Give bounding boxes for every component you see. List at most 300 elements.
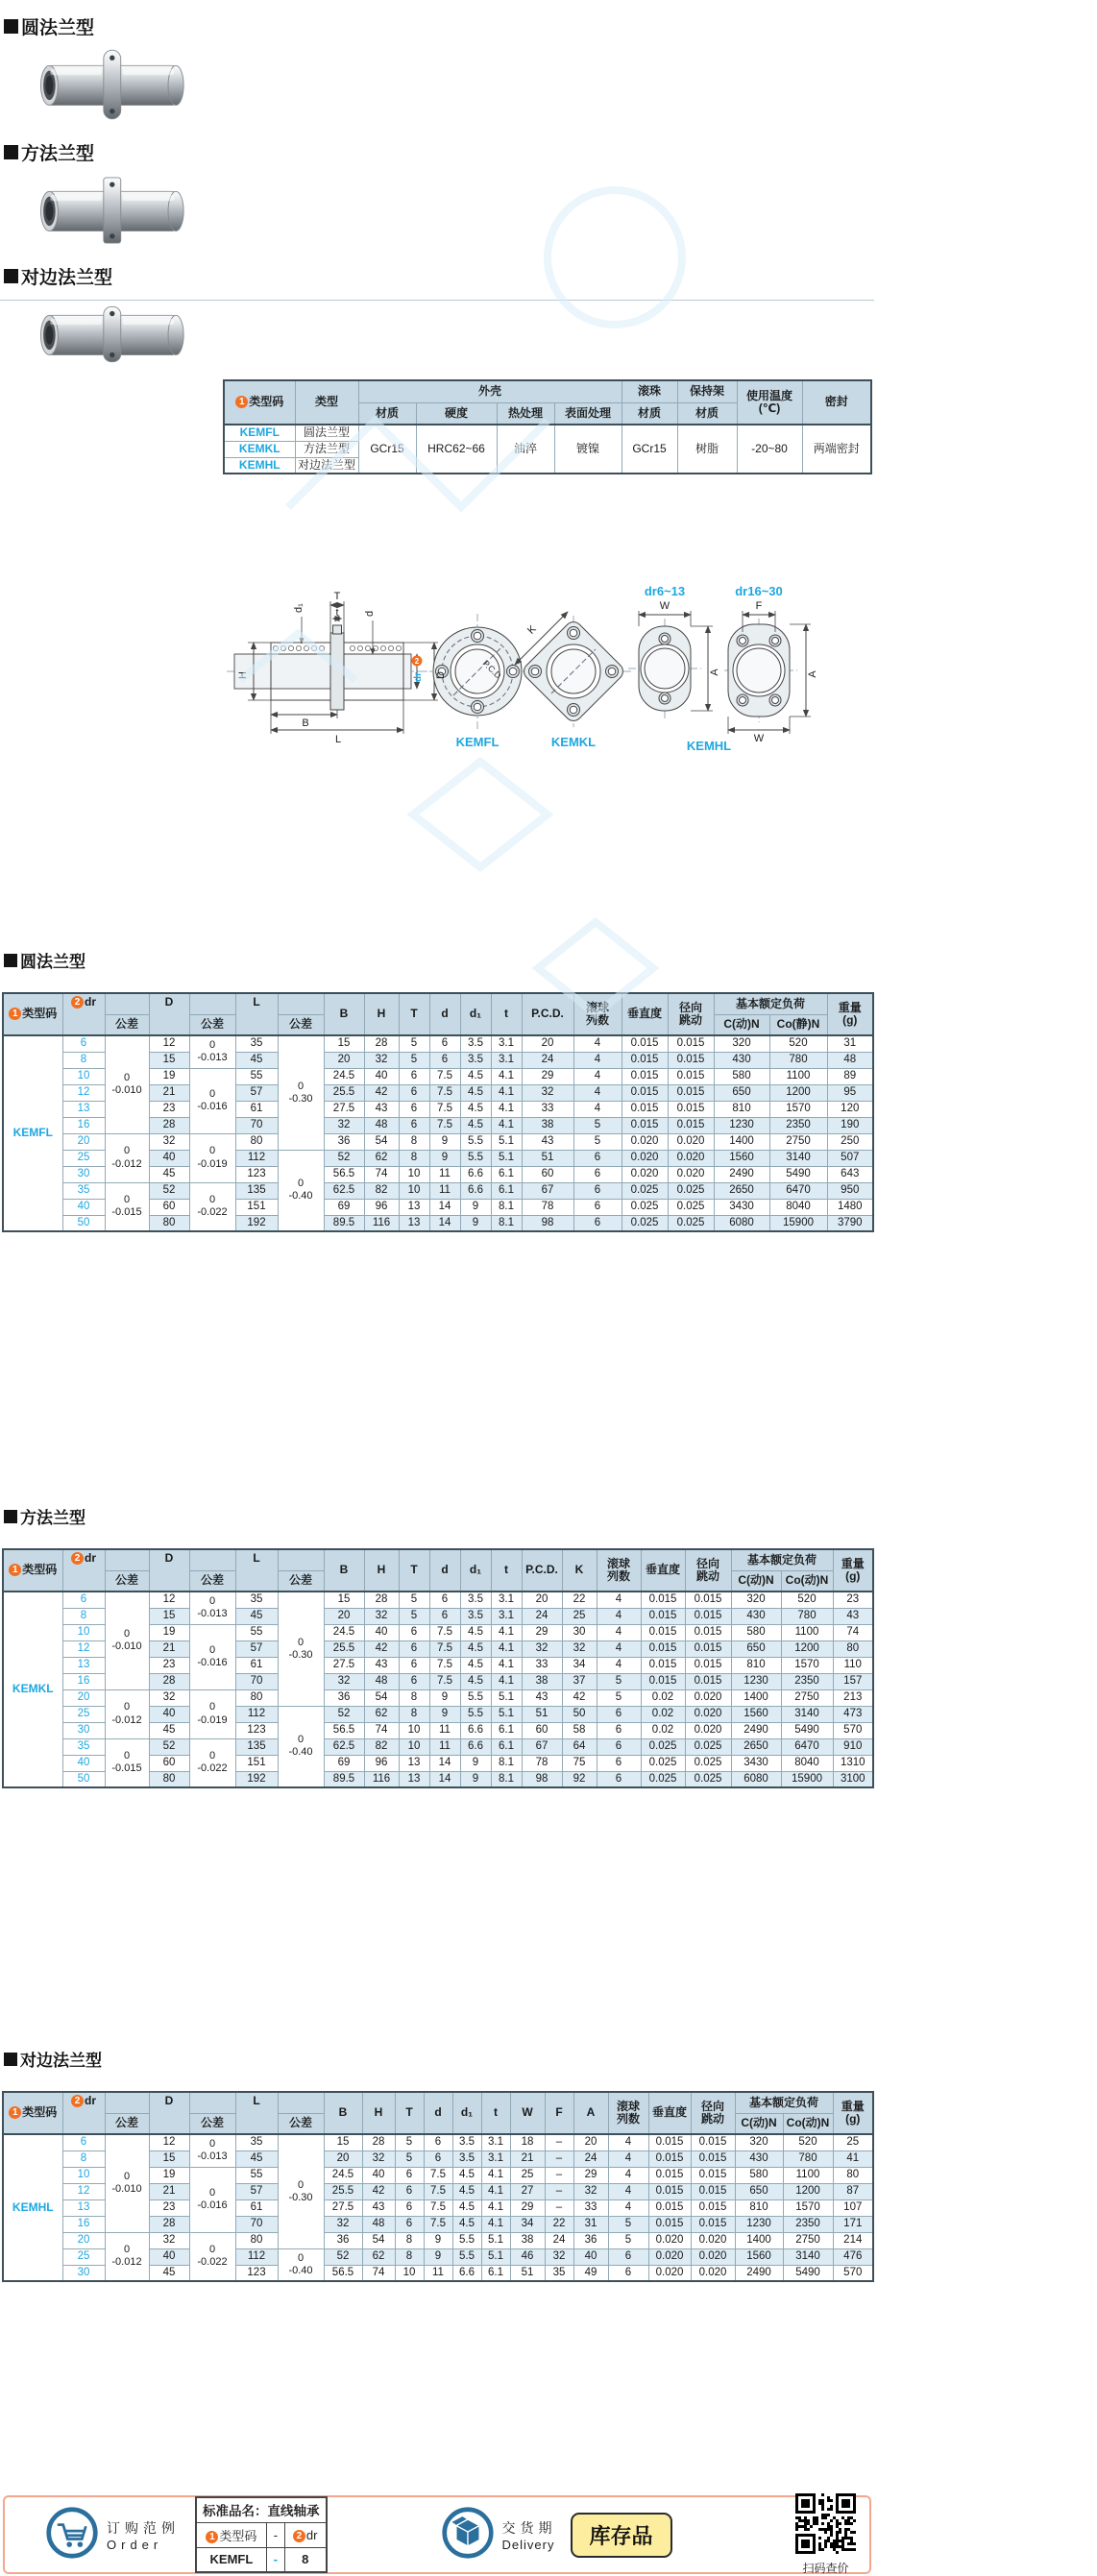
cell: 6.1 <box>481 2265 510 2281</box>
cart-icon <box>45 2506 99 2564</box>
spec-seal: 两端密封 <box>802 425 871 474</box>
cell: 430 <box>714 1052 769 1068</box>
cell: 7.5 <box>429 1117 460 1133</box>
cell: 0.025 <box>668 1182 714 1199</box>
col-header: t <box>491 1549 522 1592</box>
cell: 7.5 <box>429 1657 460 1673</box>
cell: 15900 <box>781 1771 833 1787</box>
col-header-L: L <box>235 2092 278 2134</box>
table-row <box>3 2232 873 2248</box>
cell: 21 <box>149 1084 189 1101</box>
col-header-tol: 公差 <box>189 1014 235 1035</box>
cell: 78 <box>522 1755 562 1771</box>
cell: 0.015 <box>641 1673 685 1689</box>
cell: 27.5 <box>324 2199 362 2216</box>
col-header-weight: 重量 (g) <box>833 2092 873 2134</box>
tolerance-cell: 0 -0.30 <box>278 1592 324 1706</box>
cell-dr: 50 <box>62 1215 105 1231</box>
cell: 40 <box>149 1706 189 1722</box>
cell-dr: 30 <box>62 2265 105 2281</box>
col-header: T <box>399 993 429 1035</box>
delivery-text <box>502 2518 557 2552</box>
cell: 15 <box>324 1592 364 1608</box>
cell: 80 <box>149 1771 189 1787</box>
cell: 4 <box>608 2151 648 2167</box>
order-col-typecode-label: 类型码 <box>219 2528 257 2543</box>
qr-code <box>795 2493 856 2559</box>
cell: 9 <box>424 2232 452 2248</box>
bearing-photo-round <box>10 43 211 126</box>
cell: 2350 <box>781 1673 833 1689</box>
cell: 21 <box>510 2151 545 2167</box>
cell: 22 <box>545 2216 573 2232</box>
cell: 650 <box>731 1640 781 1657</box>
cell: 74 <box>364 1166 399 1182</box>
cell: 6 <box>399 1101 429 1117</box>
cell: 1560 <box>735 2248 783 2265</box>
col-header: H <box>364 993 399 1035</box>
col-header-D: D <box>149 993 189 1035</box>
cell: 3.1 <box>491 1052 522 1068</box>
cell: 4 <box>573 1068 622 1084</box>
cell: 1230 <box>731 1673 781 1689</box>
cell: 0.015 <box>691 2183 735 2199</box>
cell: 4 <box>597 1608 641 1624</box>
cell: 40 <box>573 2248 608 2265</box>
tolerance-cell: 0 -0.022 <box>189 1182 235 1231</box>
spec-col-cage-material: 材质 <box>677 402 737 425</box>
cell-dr: 13 <box>62 2199 105 2216</box>
cell: 3.5 <box>460 1052 491 1068</box>
cell: 30 <box>562 1624 597 1640</box>
dim-D: D <box>435 671 447 679</box>
cell: 22 <box>562 1592 597 1608</box>
cell: 57 <box>235 1640 278 1657</box>
cell: 62 <box>364 1150 399 1166</box>
cell: 0.015 <box>691 2216 735 2232</box>
cell: 60 <box>522 1166 573 1182</box>
cell: 8 <box>399 1133 429 1150</box>
cell: 0.020 <box>668 1166 714 1182</box>
cell: 6.1 <box>491 1166 522 1182</box>
cell: 11 <box>429 1722 460 1738</box>
cell: 650 <box>735 2183 783 2199</box>
table-row <box>3 1738 873 1755</box>
spec-col-surface: 表面处理 <box>554 402 622 425</box>
cell: 25.5 <box>324 2183 362 2199</box>
product-block-square <box>4 139 219 252</box>
spec-col-seal: 密封 <box>802 380 871 425</box>
cell: 7.5 <box>424 2183 452 2199</box>
spec-col-ball-material: 材质 <box>622 402 677 425</box>
col-header: 径向 跳动 <box>685 1549 731 1592</box>
cell: 0.020 <box>685 1722 731 1738</box>
cell: 0.015 <box>622 1052 668 1068</box>
cell: 32 <box>364 1608 399 1624</box>
spec-col-hardness: 硬度 <box>416 402 497 425</box>
cell: 3.1 <box>491 1608 522 1624</box>
cell-dr: 35 <box>62 1738 105 1755</box>
cell: 9 <box>429 1689 460 1706</box>
cell: 27.5 <box>324 1101 364 1117</box>
header-row-1 <box>3 1549 873 1570</box>
tolerance-cell: 0 -0.022 <box>189 2232 235 2281</box>
cell: 62 <box>364 1706 399 1722</box>
tolerance-cell: 0 -0.012 <box>105 2232 149 2281</box>
cell: 7.5 <box>429 1101 460 1117</box>
dim-L: L <box>334 734 342 745</box>
cell: 6.1 <box>491 1182 522 1199</box>
cell: 32 <box>149 1689 189 1706</box>
cell: 32 <box>545 2248 573 2265</box>
cell: 89.5 <box>324 1215 364 1231</box>
cell: 0.020 <box>648 2232 691 2248</box>
cell: 2490 <box>731 1722 781 1738</box>
spec-type-name: 方法兰型 <box>295 441 358 457</box>
spec-type-code: KEMHL <box>224 457 295 474</box>
cell: 0.015 <box>622 1035 668 1052</box>
tolerance-cell: 0 -0.016 <box>189 2167 235 2232</box>
cell: 62.5 <box>324 1182 364 1199</box>
cell: 5.5 <box>460 1706 491 1722</box>
cell: 74 <box>364 1722 399 1738</box>
cell: 0.020 <box>691 2248 735 2265</box>
cell: 45 <box>235 1608 278 1624</box>
cell: 507 <box>827 1150 873 1166</box>
dim-K: K <box>525 623 539 637</box>
cell: 92 <box>562 1771 597 1787</box>
col-header-gap <box>189 2092 235 2113</box>
cell: 0.025 <box>641 1771 685 1787</box>
cell: 32 <box>362 2151 395 2167</box>
cell: 6 <box>597 1722 641 1738</box>
cell: 1400 <box>735 2232 783 2248</box>
col-header-gap <box>278 1549 324 1570</box>
cell: 5 <box>395 2134 424 2151</box>
spec-surface-treatment: 镀镍 <box>554 425 622 474</box>
cell: 157 <box>833 1673 873 1689</box>
cell: 3.1 <box>481 2134 510 2151</box>
cell: 52 <box>149 1182 189 1199</box>
qr-block <box>795 2493 856 2576</box>
cell: 3790 <box>827 1215 873 1231</box>
cell: 62 <box>362 2248 395 2265</box>
spec-col-heat: 热处理 <box>497 402 554 425</box>
cell: 4.5 <box>460 1084 491 1101</box>
col-header-weight: 重量 (g) <box>833 1549 873 1592</box>
kemfl-table-wrap <box>2 992 876 1232</box>
cell: 9 <box>429 1706 460 1722</box>
cell: 1400 <box>714 1133 769 1150</box>
cell: 6.1 <box>491 1738 522 1755</box>
cell: 4 <box>608 2134 648 2151</box>
cell: 40 <box>149 2248 189 2265</box>
cell: 580 <box>735 2167 783 2183</box>
cell: 20 <box>324 1608 364 1624</box>
stock-badge: 库存品 <box>571 2513 672 2558</box>
cell: 2750 <box>783 2232 833 2248</box>
product-title-square <box>4 139 219 165</box>
cell: 6 <box>608 2248 648 2265</box>
cell: 0.015 <box>691 2199 735 2216</box>
cell: 520 <box>769 1035 827 1052</box>
cell: 54 <box>362 2232 395 2248</box>
cell: 810 <box>714 1101 769 1117</box>
cell: 32 <box>324 1673 364 1689</box>
tolerance-cell: 0 -0.30 <box>278 2134 324 2248</box>
dim-dr: dr <box>413 672 424 682</box>
dim-W-small: W <box>659 600 670 612</box>
kemkl-data-table <box>2 1548 874 1788</box>
cell: 6 <box>573 1166 622 1182</box>
cell: 4.1 <box>491 1101 522 1117</box>
cell: 107 <box>833 2199 873 2216</box>
variant-label-large: dr16~30 <box>735 584 783 598</box>
col-header: d <box>424 2092 452 2134</box>
cell: 4 <box>608 2167 648 2183</box>
cell-dr: 10 <box>62 2167 105 2183</box>
tolerance-cell: 0 -0.010 <box>105 1592 149 1689</box>
cell: 123 <box>235 2265 278 2281</box>
cell: 33 <box>522 1101 573 1117</box>
cell: 2650 <box>731 1738 781 1755</box>
col-header-tol: 公差 <box>278 1014 324 1035</box>
cell: 7.5 <box>429 1673 460 1689</box>
cell: 45 <box>149 1166 189 1182</box>
order-example-zh: 订购范例 <box>107 2519 180 2536</box>
cell: 49 <box>573 2265 608 2281</box>
col-header-typecode: 1 类型码 <box>3 2092 62 2134</box>
cell: 6080 <box>714 1215 769 1231</box>
cell: 21 <box>149 1640 189 1657</box>
cell: 0.015 <box>641 1624 685 1640</box>
cell: 6 <box>597 1706 641 1722</box>
col-header-D: D <box>149 2092 189 2134</box>
cell: 4.5 <box>460 1673 491 1689</box>
cell: 4 <box>573 1052 622 1068</box>
cell: 15 <box>324 2134 362 2151</box>
cell: 430 <box>731 1608 781 1624</box>
cell: 36 <box>324 1133 364 1150</box>
cell: 0.025 <box>668 1199 714 1215</box>
order-col-dr <box>284 2522 326 2547</box>
cell: 4.5 <box>460 1624 491 1640</box>
cell: 6 <box>399 1084 429 1101</box>
cell: 10 <box>399 1166 429 1182</box>
cell: 0.015 <box>668 1101 714 1117</box>
cell: 0.015 <box>668 1052 714 1068</box>
cell: 4.5 <box>452 2216 481 2232</box>
cell: 4.5 <box>460 1101 491 1117</box>
cell: 27.5 <box>324 1657 364 1673</box>
dim-d1: d₁ <box>293 603 305 613</box>
cell: 60 <box>149 1199 189 1215</box>
cell: 6 <box>573 1215 622 1231</box>
badge-1-icon: 1 <box>235 396 248 408</box>
section-title-label: 对边法兰型 <box>20 2052 102 2070</box>
badge-1-icon: 1 <box>9 2106 21 2119</box>
col-header: W <box>510 2092 545 2134</box>
cell: 32 <box>522 1084 573 1101</box>
cell: 89 <box>827 1068 873 1084</box>
dim-B: B <box>302 717 309 729</box>
square-bullet-icon <box>4 19 18 34</box>
cell-dr: 13 <box>62 1657 105 1673</box>
cell-dr: 6 <box>62 1592 105 1608</box>
col-header-load: 基本额定负荷 <box>714 993 827 1014</box>
cell: 0.015 <box>685 1673 731 1689</box>
cell: 15900 <box>769 1215 827 1231</box>
cell: 0.015 <box>668 1068 714 1084</box>
cell: 1570 <box>781 1657 833 1673</box>
cell: 80 <box>235 1133 278 1150</box>
col-header-tol: 公差 <box>189 2113 235 2134</box>
cell: 3140 <box>781 1706 833 1722</box>
spec-area <box>223 379 1097 474</box>
cell: 25.5 <box>324 1084 364 1101</box>
cell: 5 <box>608 2232 648 2248</box>
cell-dr: 8 <box>62 2151 105 2167</box>
cell: 1570 <box>769 1101 827 1117</box>
cell: 0.015 <box>685 1657 731 1673</box>
cell: 8.1 <box>491 1199 522 1215</box>
cell: 57 <box>235 1084 278 1101</box>
tolerance-cell: 0 -0.012 <box>105 1133 149 1182</box>
order-col-typecode <box>196 2522 266 2547</box>
cell: 18 <box>510 2134 545 2151</box>
cell: 0.015 <box>641 1592 685 1608</box>
cell: 0.020 <box>622 1133 668 1150</box>
cell: 5490 <box>783 2265 833 2281</box>
square-bullet-icon <box>4 1510 17 1523</box>
cell-dr: 16 <box>62 2216 105 2232</box>
badge-1-icon: 1 <box>206 2531 218 2543</box>
cell: 0.025 <box>685 1771 731 1787</box>
cell: 5490 <box>769 1166 827 1182</box>
table-row <box>3 1592 873 1608</box>
col-header: B <box>324 2092 362 2134</box>
cell: 24.5 <box>324 1068 364 1084</box>
col-header: 垂直度 <box>648 2092 691 2134</box>
cell: 82 <box>364 1182 399 1199</box>
spec-shell-material: GCr15 <box>358 425 416 474</box>
order-col-dr-label: dr <box>305 2527 318 2542</box>
cell: 64 <box>562 1738 597 1755</box>
cell: 42 <box>364 1084 399 1101</box>
order-example-table <box>195 2496 328 2573</box>
cell-dr: 50 <box>62 1771 105 1787</box>
col-header-gap <box>189 993 235 1014</box>
cell: 28 <box>362 2134 395 2151</box>
col-header: d <box>429 993 460 1035</box>
cell: 476 <box>833 2248 873 2265</box>
cell: 570 <box>833 2265 873 2281</box>
cell: 12 <box>149 2134 189 2151</box>
section-title-opposite <box>4 2047 878 2071</box>
cell: 96 <box>364 1755 399 1771</box>
cell: 5.5 <box>460 1150 491 1166</box>
order-table-example-row <box>196 2547 327 2572</box>
col-header: t <box>491 993 522 1035</box>
spec-col-shell: 外壳 <box>358 380 622 402</box>
col-header-load-sub: C(动)N <box>735 2113 783 2134</box>
product-title-label: 方法兰型 <box>21 144 95 164</box>
cell: 580 <box>714 1068 769 1084</box>
cell: 780 <box>783 2151 833 2167</box>
cell: 32 <box>149 1133 189 1150</box>
dimension-drawing <box>221 572 872 757</box>
cell: 60 <box>522 1722 562 1738</box>
col-header-L: L <box>235 993 278 1035</box>
cell: 48 <box>827 1052 873 1068</box>
cell: 4.5 <box>452 2167 481 2183</box>
col-header-tol: 公差 <box>105 1570 149 1592</box>
cell: 250 <box>827 1133 873 1150</box>
cell: 6 <box>608 2265 648 2281</box>
cell: 1100 <box>769 1068 827 1084</box>
cell: 8.1 <box>491 1215 522 1231</box>
cell: 214 <box>833 2232 873 2248</box>
product-block-round <box>4 13 219 126</box>
cell: 0.025 <box>685 1738 731 1755</box>
cell: 0.020 <box>691 2265 735 2281</box>
cell: 5.1 <box>491 1689 522 1706</box>
cell: 5 <box>573 1117 622 1133</box>
cell: 80 <box>235 1689 278 1706</box>
cell: 6 <box>573 1150 622 1166</box>
cell: 2490 <box>714 1166 769 1182</box>
table-row <box>3 1133 873 1150</box>
cell: 54 <box>364 1689 399 1706</box>
cell: 35 <box>235 1592 278 1608</box>
cell: 5.5 <box>452 2248 481 2265</box>
cell-dr: 13 <box>62 1101 105 1117</box>
cell: 5 <box>395 2151 424 2167</box>
cell: 7.5 <box>429 1068 460 1084</box>
col-header: T <box>399 1549 429 1592</box>
cell: 11 <box>424 2265 452 2281</box>
dim-A-small: A <box>709 668 720 676</box>
cell: 0.015 <box>685 1640 731 1657</box>
order-example-text <box>107 2518 180 2552</box>
cell: 29 <box>522 1624 562 1640</box>
cell: 4 <box>608 2199 648 2216</box>
cell: 4 <box>608 2183 648 2199</box>
cell: 4.5 <box>460 1657 491 1673</box>
cell: – <box>545 2167 573 2183</box>
col-header: d <box>429 1549 460 1592</box>
cell: 45 <box>235 1052 278 1068</box>
cell: 151 <box>235 1755 278 1771</box>
cell: 23 <box>833 1592 873 1608</box>
table-row <box>3 1035 873 1052</box>
cell: 43 <box>522 1689 562 1706</box>
col-header: B <box>324 993 364 1035</box>
cell: 650 <box>714 1084 769 1101</box>
catalog-page <box>0 8 874 2575</box>
cell: 7.5 <box>424 2167 452 2183</box>
cell: 171 <box>833 2216 873 2232</box>
cell: 52 <box>324 1706 364 1722</box>
cell: 4 <box>573 1101 622 1117</box>
cell: 28 <box>149 1117 189 1133</box>
cell: 0.015 <box>668 1084 714 1101</box>
cell: 1230 <box>735 2216 783 2232</box>
cell: 6 <box>399 1657 429 1673</box>
cell: 6 <box>429 1608 460 1624</box>
cell: 780 <box>781 1608 833 1624</box>
cell: 4 <box>573 1035 622 1052</box>
